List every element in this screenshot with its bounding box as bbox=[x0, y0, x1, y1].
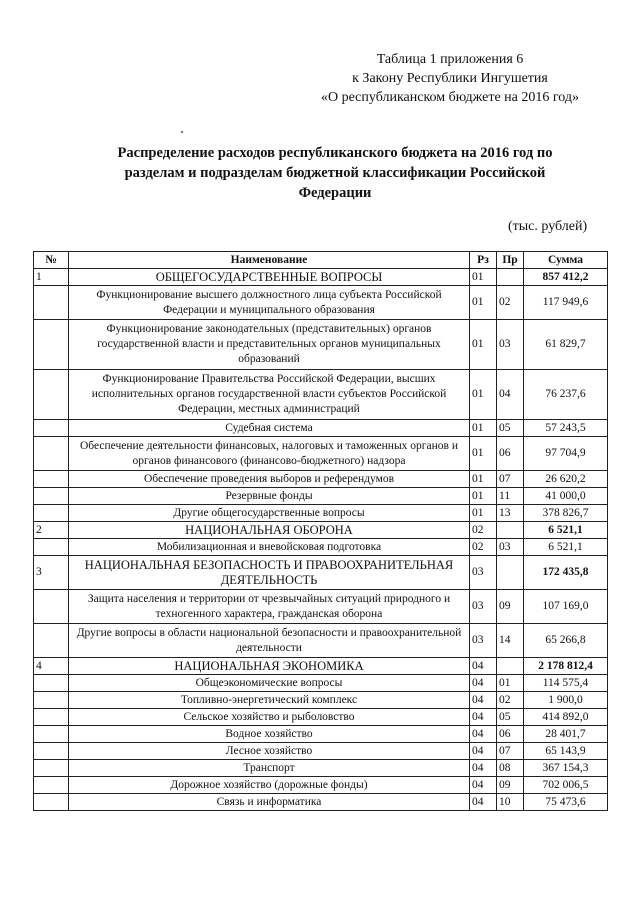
cell-rz: 04 bbox=[470, 777, 497, 794]
cell-pr: 11 bbox=[497, 488, 524, 505]
cell-name: Обеспечение деятельности финансовых, налоговых и таможенных органов и органов финансового (финансово-бюджетного) надзора bbox=[69, 437, 470, 471]
cell-name: Дорожное хозяйство (дорожные фонды) bbox=[69, 777, 470, 794]
cell-rz: 01 bbox=[470, 488, 497, 505]
cell-sum: 107 169,0 bbox=[524, 590, 608, 624]
cell-sum: 41 000,0 bbox=[524, 488, 608, 505]
col-header-sum: Сумма bbox=[524, 252, 608, 269]
cell-rz: 02 bbox=[470, 539, 497, 556]
cell-pr: 14 bbox=[497, 624, 524, 658]
scan-speck bbox=[181, 131, 183, 133]
cell-name: Мобилизационная и вневойсковая подготовка bbox=[69, 539, 470, 556]
cell-rz: 03 bbox=[470, 556, 497, 590]
cell-name: Функционирование Правительства Российской Федерации, высших исполнительных органов государственной власти субъектов Российской Федерации, местных администраций bbox=[69, 370, 470, 420]
cell-num bbox=[34, 743, 69, 760]
table-row bbox=[34, 471, 608, 488]
cell-num: 1 bbox=[34, 269, 69, 286]
cell-pr: 09 bbox=[497, 777, 524, 794]
cell-name: Другие вопросы в области национальной безопасности и правоохранительной деятельности bbox=[69, 624, 470, 658]
cell-name: Водное хозяйство bbox=[69, 726, 470, 743]
cell-name: Обеспечение проведения выборов и референдумов bbox=[69, 471, 470, 488]
cell-num bbox=[34, 370, 69, 420]
cell-pr: 06 bbox=[497, 726, 524, 743]
cell-name: НАЦИОНАЛЬНАЯ БЕЗОПАСНОСТЬ И ПРАВООХРАНИТЕЛЬНАЯ ДЕЯТЕЛЬНОСТЬ bbox=[69, 556, 470, 590]
table-section-row bbox=[34, 556, 608, 590]
cell-rz: 04 bbox=[470, 675, 497, 692]
cell-num: 4 bbox=[34, 658, 69, 675]
table-row bbox=[34, 726, 608, 743]
cell-rz: 01 bbox=[470, 269, 497, 286]
cell-pr: 09 bbox=[497, 590, 524, 624]
table-row bbox=[34, 760, 608, 777]
cell-name: Резервные фонды bbox=[69, 488, 470, 505]
cell-pr: 08 bbox=[497, 760, 524, 777]
cell-sum: 367 154,3 bbox=[524, 760, 608, 777]
cell-rz: 01 bbox=[470, 286, 497, 320]
cell-pr bbox=[497, 522, 524, 539]
cell-sum: 117 949,6 bbox=[524, 286, 608, 320]
table-row bbox=[34, 370, 608, 420]
table-row bbox=[34, 539, 608, 556]
table-row bbox=[34, 590, 608, 624]
cell-pr: 07 bbox=[497, 743, 524, 760]
cell-sum: 378 826,7 bbox=[524, 505, 608, 522]
col-header-name: Наименование bbox=[69, 252, 470, 269]
cell-name: НАЦИОНАЛЬНАЯ ЭКОНОМИКА bbox=[69, 658, 470, 675]
cell-name: ОБЩЕГОСУДАРСТВЕННЫЕ ВОПРОСЫ bbox=[69, 269, 470, 286]
cell-pr: 06 bbox=[497, 437, 524, 471]
cell-num bbox=[34, 709, 69, 726]
cell-num bbox=[34, 794, 69, 811]
appendix-line-2: к Закону Республики Ингушетия bbox=[352, 71, 548, 86]
cell-rz: 04 bbox=[470, 658, 497, 675]
units-label: (тыс. рублей) bbox=[508, 219, 588, 234]
cell-sum: 26 620,2 bbox=[524, 471, 608, 488]
cell-num bbox=[34, 675, 69, 692]
cell-sum: 65 143,9 bbox=[524, 743, 608, 760]
cell-rz: 01 bbox=[470, 437, 497, 471]
cell-num bbox=[34, 471, 69, 488]
cell-num bbox=[34, 437, 69, 471]
col-header-pr: Пр bbox=[497, 252, 524, 269]
cell-rz: 04 bbox=[470, 743, 497, 760]
cell-sum: 702 006,5 bbox=[524, 777, 608, 794]
cell-rz: 01 bbox=[470, 370, 497, 420]
table-row bbox=[34, 675, 608, 692]
cell-pr: 03 bbox=[497, 539, 524, 556]
table-row bbox=[34, 437, 608, 471]
cell-sum: 57 243,5 bbox=[524, 420, 608, 437]
cell-num bbox=[34, 286, 69, 320]
table-header-row bbox=[34, 252, 608, 269]
cell-sum: 172 435,8 bbox=[524, 556, 608, 590]
cell-rz: 01 bbox=[470, 471, 497, 488]
cell-name: Связь и информатика bbox=[69, 794, 470, 811]
cell-num bbox=[34, 624, 69, 658]
cell-sum: 857 412,2 bbox=[524, 269, 608, 286]
cell-name: Защита населения и территории от чрезвычайных ситуаций природного и техногенного характера, гражданская оборона bbox=[69, 590, 470, 624]
cell-rz: 04 bbox=[470, 709, 497, 726]
cell-num bbox=[34, 539, 69, 556]
cell-num: 3 bbox=[34, 556, 69, 590]
cell-rz: 01 bbox=[470, 505, 497, 522]
cell-rz: 04 bbox=[470, 726, 497, 743]
col-header-num: № bbox=[34, 252, 69, 269]
cell-rz: 04 bbox=[470, 692, 497, 709]
cell-sum: 414 892,0 bbox=[524, 709, 608, 726]
cell-num bbox=[34, 692, 69, 709]
table-row bbox=[34, 624, 608, 658]
cell-sum: 6 521,1 bbox=[524, 539, 608, 556]
appendix-line-3: «О республиканском бюджете на 2016 год» bbox=[321, 90, 579, 105]
cell-num bbox=[34, 726, 69, 743]
table-row bbox=[34, 420, 608, 437]
cell-sum: 65 266,8 bbox=[524, 624, 608, 658]
cell-pr bbox=[497, 269, 524, 286]
cell-pr bbox=[497, 556, 524, 590]
cell-name: Судебная система bbox=[69, 420, 470, 437]
cell-sum: 76 237,6 bbox=[524, 370, 608, 420]
cell-pr: 13 bbox=[497, 505, 524, 522]
col-header-rz: Рз bbox=[470, 252, 497, 269]
cell-rz: 03 bbox=[470, 624, 497, 658]
table-row bbox=[34, 286, 608, 320]
cell-pr: 05 bbox=[497, 709, 524, 726]
appendix-line-1: Таблица 1 приложения 6 bbox=[376, 52, 524, 67]
cell-pr: 07 bbox=[497, 471, 524, 488]
cell-name: Топливно-энергетический комплекс bbox=[69, 692, 470, 709]
cell-name: НАЦИОНАЛЬНАЯ ОБОРОНА bbox=[69, 522, 470, 539]
table-row bbox=[34, 743, 608, 760]
document-title: Распределение расходов республиканского бюджета на 2016 год по разделам и подразделам бюджетной классификации Российской Федерации bbox=[117, 145, 553, 201]
cell-sum: 1 900,0 bbox=[524, 692, 608, 709]
cell-name: Другие общегосударственные вопросы bbox=[69, 505, 470, 522]
cell-rz: 01 bbox=[470, 320, 497, 370]
table-row bbox=[34, 692, 608, 709]
cell-name: Сельское хозяйство и рыболовство bbox=[69, 709, 470, 726]
cell-pr: 04 bbox=[497, 370, 524, 420]
cell-num bbox=[34, 320, 69, 370]
cell-name: Общеэкономические вопросы bbox=[69, 675, 470, 692]
cell-pr: 02 bbox=[497, 286, 524, 320]
cell-num: 2 bbox=[34, 522, 69, 539]
cell-pr: 02 bbox=[497, 692, 524, 709]
cell-num bbox=[34, 505, 69, 522]
appendix-header bbox=[300, 50, 600, 107]
cell-sum: 97 704,9 bbox=[524, 437, 608, 471]
cell-sum: 114 575,4 bbox=[524, 675, 608, 692]
cell-num bbox=[34, 590, 69, 624]
table-row bbox=[34, 488, 608, 505]
cell-pr: 10 bbox=[497, 794, 524, 811]
cell-num bbox=[34, 420, 69, 437]
cell-pr: 01 bbox=[497, 675, 524, 692]
table-section-row bbox=[34, 522, 608, 539]
cell-sum: 6 521,1 bbox=[524, 522, 608, 539]
cell-name: Транспорт bbox=[69, 760, 470, 777]
table-row bbox=[34, 794, 608, 811]
cell-sum: 61 829,7 bbox=[524, 320, 608, 370]
cell-name: Лесное хозяйство bbox=[69, 743, 470, 760]
table-section-row bbox=[34, 269, 608, 286]
table-row bbox=[34, 320, 608, 370]
table-row bbox=[34, 777, 608, 794]
cell-name: Функционирование законодательных (представительных) органов государственной власти и представительных органов муниципальных образований bbox=[69, 320, 470, 370]
cell-sum: 75 473,6 bbox=[524, 794, 608, 811]
cell-pr: 03 bbox=[497, 320, 524, 370]
cell-rz: 03 bbox=[470, 590, 497, 624]
cell-sum: 28 401,7 bbox=[524, 726, 608, 743]
cell-pr bbox=[497, 658, 524, 675]
cell-num bbox=[34, 777, 69, 794]
table-row bbox=[34, 709, 608, 726]
cell-num bbox=[34, 488, 69, 505]
table-section-row bbox=[34, 658, 608, 675]
cell-rz: 01 bbox=[470, 420, 497, 437]
cell-sum: 2 178 812,4 bbox=[524, 658, 608, 675]
cell-rz: 02 bbox=[470, 522, 497, 539]
cell-rz: 04 bbox=[470, 794, 497, 811]
cell-num bbox=[34, 760, 69, 777]
table-row bbox=[34, 505, 608, 522]
table-body bbox=[34, 269, 608, 811]
cell-name: Функционирование высшего должностного лица субъекта Российской Федерации и муниципального образования bbox=[69, 286, 470, 320]
cell-rz: 04 bbox=[470, 760, 497, 777]
budget-table bbox=[33, 251, 608, 811]
cell-pr: 05 bbox=[497, 420, 524, 437]
